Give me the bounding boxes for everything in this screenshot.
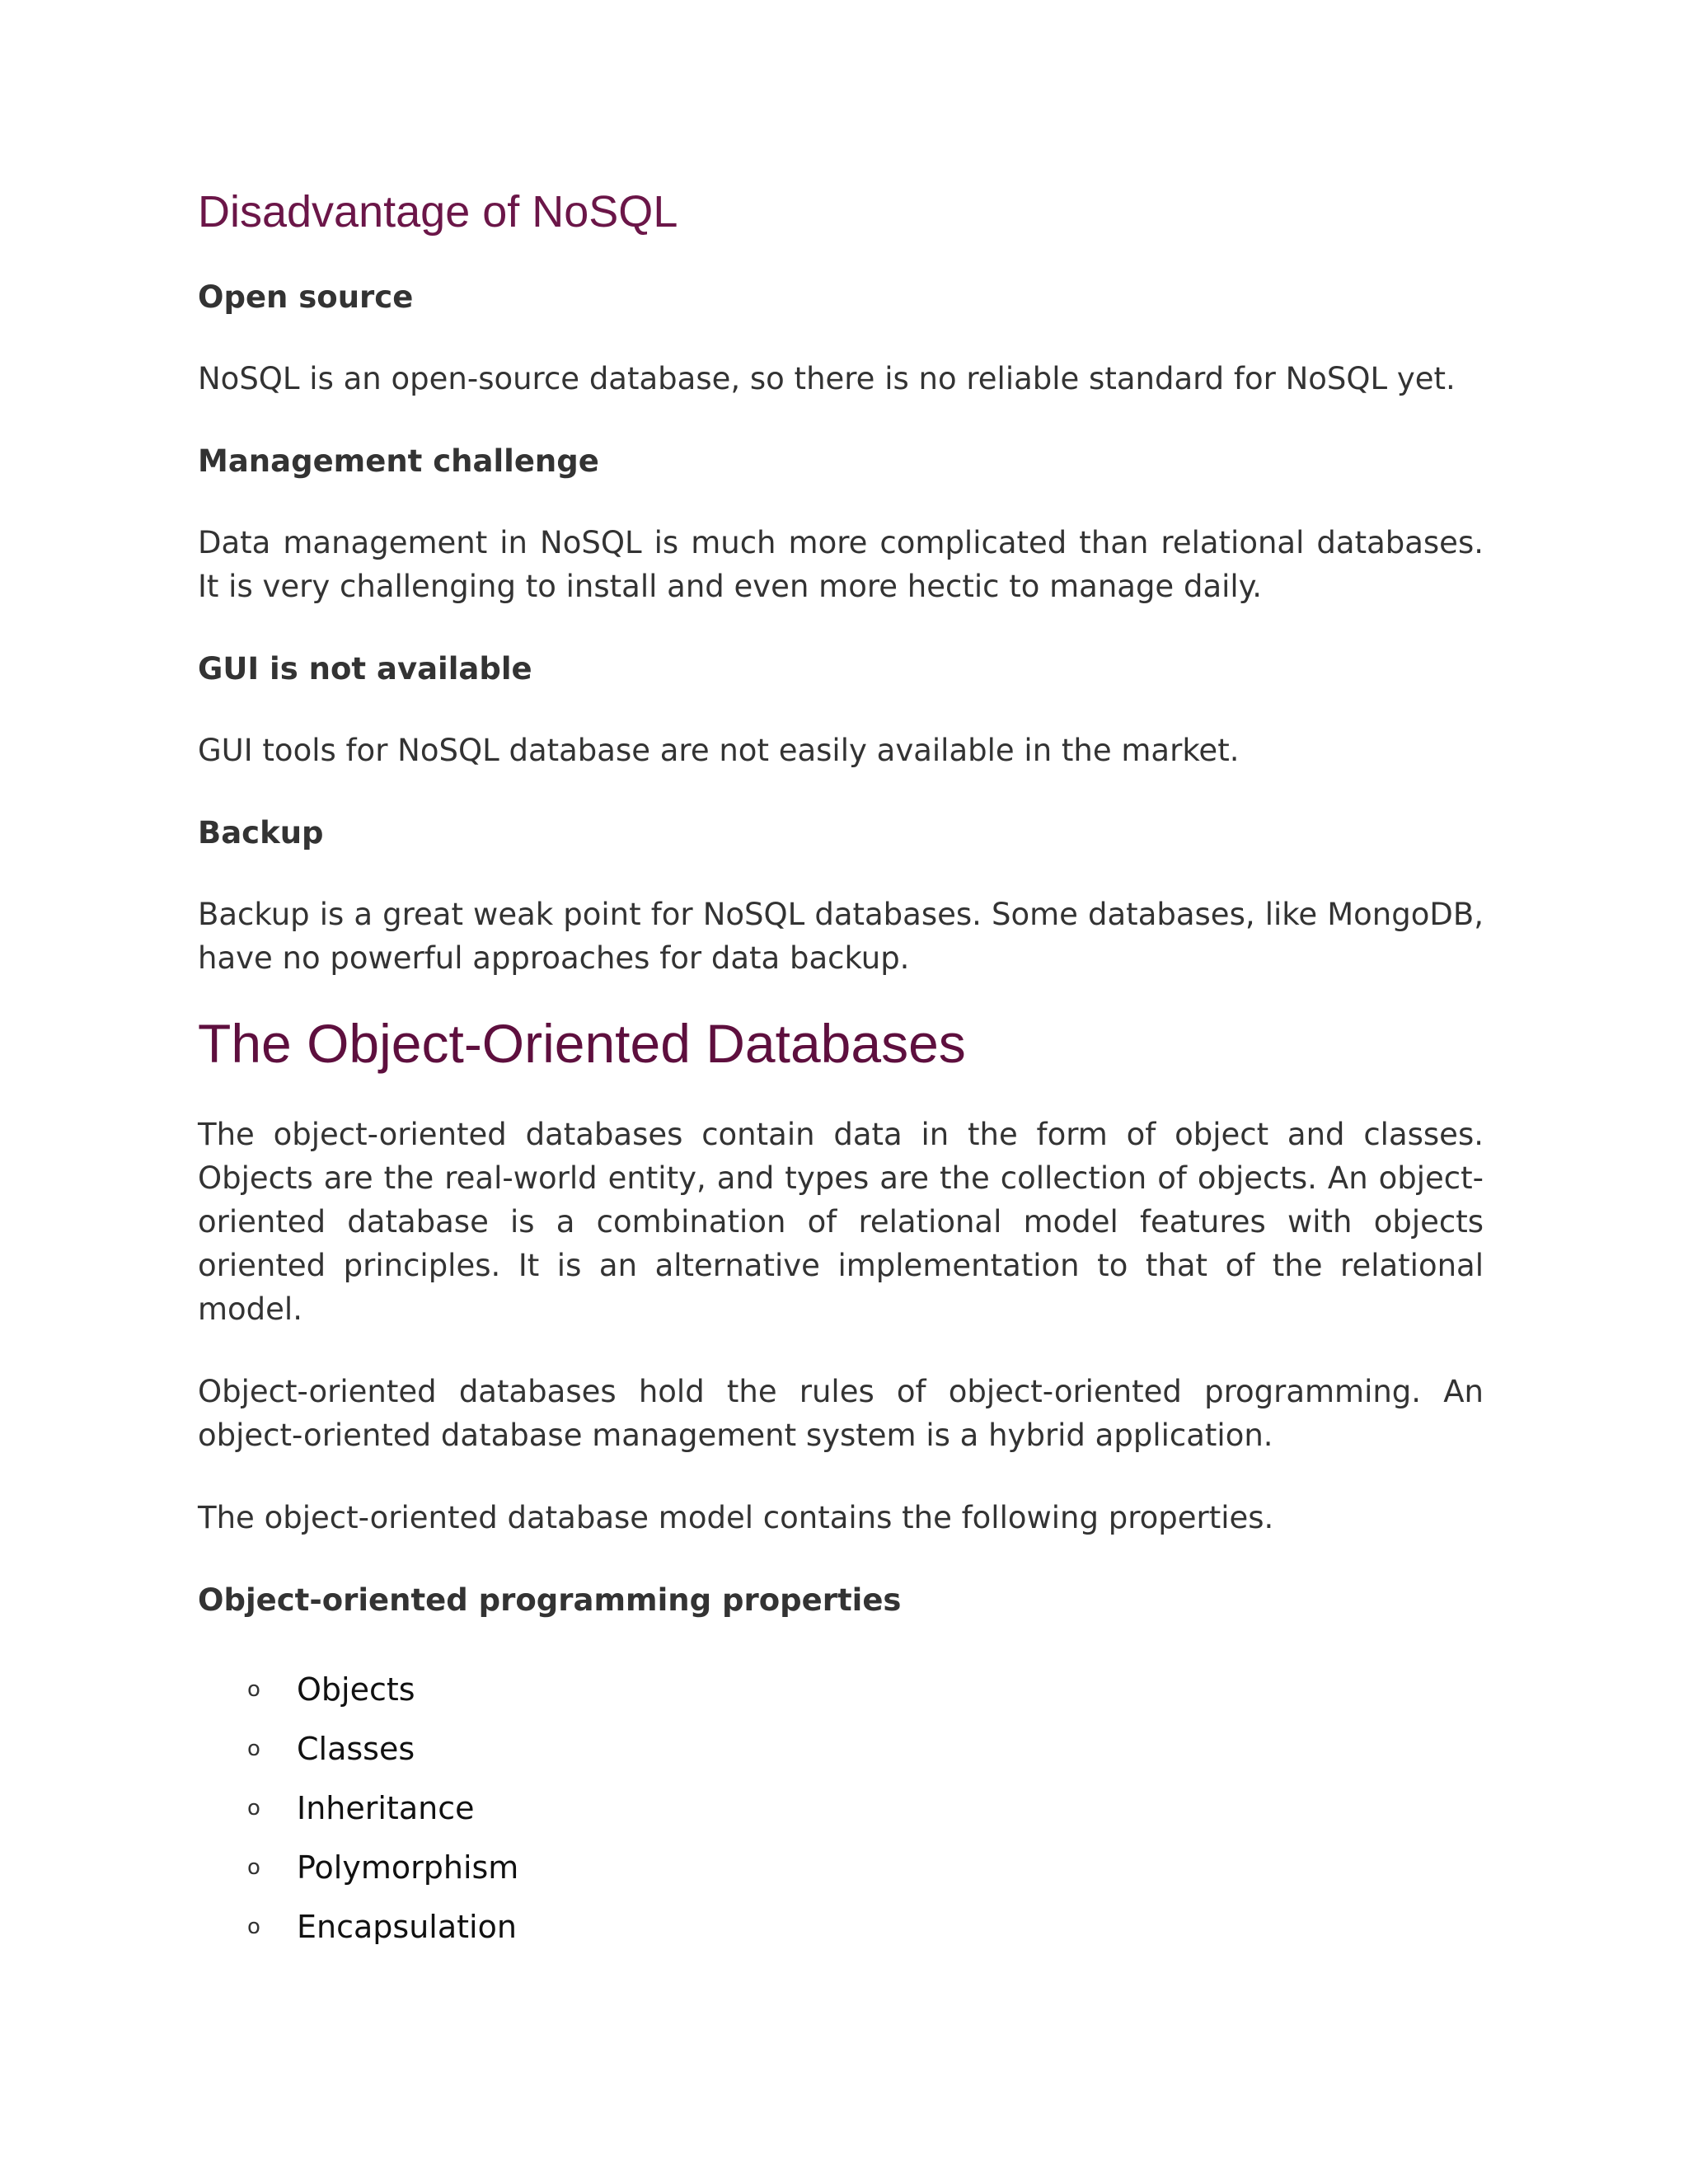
list-item: [198, 1719, 1484, 1779]
item-heading: Open source: [198, 279, 414, 315]
properties-list: [198, 1660, 1484, 1957]
item-text: Data management in NoSQL is much more complicated than relational databases. It is very challenging to install and even more hectic to manage daily.: [198, 524, 1484, 604]
list-item-label: Classes: [297, 1730, 415, 1767]
item-text: Backup is a great weak point for NoSQL databases. Some databases, like MongoDB, have no powerful approaches for data backup.: [198, 896, 1484, 976]
list-item-label: Objects: [297, 1671, 415, 1708]
list-item: [198, 1660, 1484, 1719]
list-item-label: Polymorphism: [297, 1849, 519, 1886]
list-item: [198, 1779, 1484, 1838]
item-heading: GUI is not available: [198, 650, 532, 687]
disadvantage-item: [198, 275, 1484, 401]
item-heading: Backup: [198, 814, 324, 851]
circle-bullet-icon: o: [247, 1854, 260, 1880]
list-item: [198, 1897, 1484, 1957]
paragraph: Object-oriented databases hold the rules of object-oriented programming. An object-oriented database management system is a hybrid application.: [198, 1373, 1484, 1453]
document-page: [198, 185, 1484, 1957]
list-item-label: Inheritance: [297, 1789, 475, 1826]
circle-bullet-icon: o: [247, 1914, 260, 1939]
circle-bullet-icon: o: [247, 1676, 260, 1702]
list-item-label: Encapsulation: [297, 1908, 517, 1945]
circle-bullet-icon: o: [247, 1736, 260, 1761]
paragraph: The object-oriented database model contains the following properties.: [198, 1499, 1274, 1535]
circle-bullet-icon: o: [247, 1795, 260, 1821]
disadvantage-item: [198, 647, 1484, 772]
paragraph: The object-oriented databases contain data in the form of object and classes. Objects are the real-world entity, and types are the collection of objects. An object-oriented database is a combination of relational model features with objects oriented principles. It is an alternative implementation to that of the relational model.: [198, 1116, 1484, 1327]
section-title-disadvantages: Disadvantage of NoSQL: [198, 187, 678, 237]
list-item: [198, 1838, 1484, 1897]
item-heading: Management challenge: [198, 443, 599, 479]
disadvantage-item: [198, 811, 1484, 980]
disadvantage-item: [198, 439, 1484, 608]
section-title-object-oriented: The Object-Oriented Databases: [198, 1012, 966, 1074]
properties-subheading: Object-oriented programming properties: [198, 1582, 902, 1618]
item-text: GUI tools for NoSQL database are not easily available in the market.: [198, 732, 1240, 768]
item-text: NoSQL is an open-source database, so there is no reliable standard for NoSQL yet.: [198, 360, 1456, 396]
